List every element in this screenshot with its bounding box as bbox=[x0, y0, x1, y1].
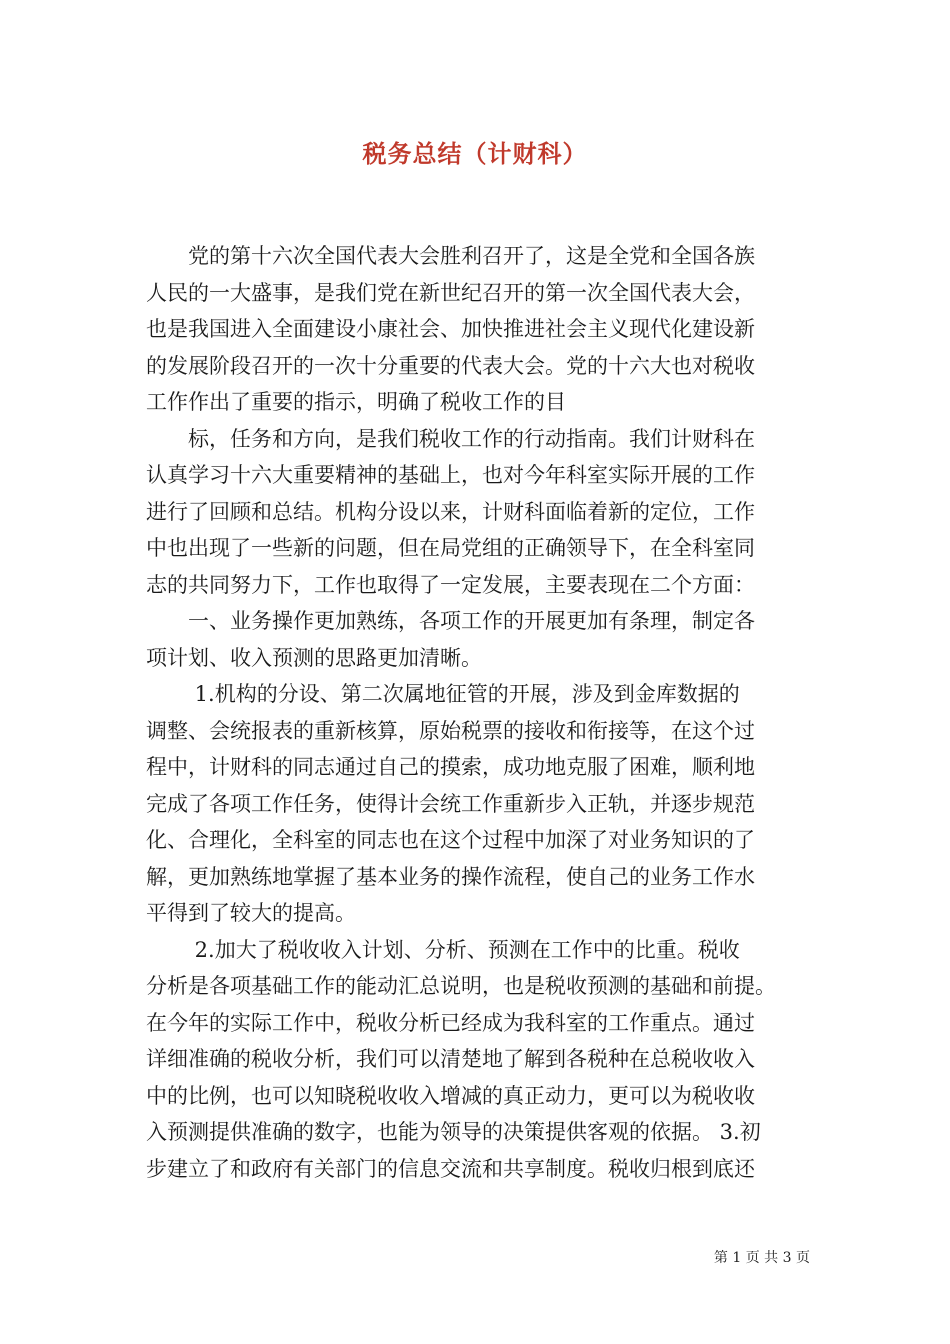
body-line: 工作作出了重要的指示，明确了税收工作的目 bbox=[146, 390, 566, 414]
body-line: 一、业务操作更加熟练，各项工作的开展更加有条理，制定各 bbox=[146, 609, 755, 633]
body-line: 志的共同努力下，工作也取得了一定发展，主要表现在二个方面： bbox=[146, 572, 755, 597]
body-line: 详细准确的税收分析，我们可以清楚地了解到各税种在总税收收入 bbox=[146, 1047, 755, 1071]
body-line: 解，更加熟练地掌握了基本业务的操作流程，使自己的业务工作水 bbox=[146, 864, 755, 889]
body-line: 步建立了和政府有关部门的信息交流和共享制度。税收归根到底还 bbox=[146, 1156, 755, 1181]
body-line: 中也出现了一些新的问题，但在局党组的正确领导下，在全科室同 bbox=[146, 536, 755, 560]
body-line: 平得到了较大的提高。 bbox=[146, 901, 356, 925]
body-line: 完成了各项工作任务，使得计会统工作重新步入正轨，并逐步规范 bbox=[146, 791, 755, 816]
body-line: 也是我国进入全面建设小康社会、加快推进社会主义现代化建设新 bbox=[146, 317, 755, 341]
body-line: 党的第十六次全国代表大会胜利召开了，这是全党和全国各族 bbox=[146, 244, 755, 268]
body-line: 分析是各项基础工作的能动汇总说明，也是税收预测的基础和前提。 bbox=[146, 974, 776, 998]
body-line: 标，任务和方向，是我们税收工作的行动指南。我们计财科在 bbox=[146, 426, 755, 451]
page-number-footer: 第 1 页 共 3 页 bbox=[713, 1250, 810, 1266]
body-line: 2.加大了税收收入计划、分析、预测在工作中的比重。税收 bbox=[146, 937, 740, 962]
body-line: 入预测提供准确的数字，也能为领导的决策提供客观的依据。 3.初 bbox=[146, 1120, 761, 1144]
document-body bbox=[146, 238, 806, 1187]
body-line: 的发展阶段召开的一次十分重要的代表大会。党的十六大也对税收 bbox=[146, 353, 755, 378]
document-title: 税务总结（计财科） bbox=[362, 139, 588, 168]
body-line: 认真学习十六大重要精神的基础上，也对今年科室实际开展的工作 bbox=[146, 463, 755, 487]
body-line: 1.机构的分设、第二次属地征管的开展，涉及到金库数据的 bbox=[146, 682, 740, 706]
body-line: 程中，计财科的同志通过自己的摸索，成功地克服了困难，顺利地 bbox=[146, 755, 755, 779]
body-line: 项计划、收入预测的思路更加清晰。 bbox=[146, 645, 482, 670]
body-line: 调整、会统报表的重新核算，原始税票的接收和衔接等，在这个过 bbox=[146, 718, 755, 743]
body-line: 进行了回顾和总结。机构分设以来，计财科面临着新的定位，工作 bbox=[146, 499, 755, 524]
body-line: 中的比例，也可以知晓税收收入增减的真正动力，更可以为税收收 bbox=[146, 1083, 755, 1108]
body-line: 化、合理化，全科室的同志也在这个过程中加深了对业务知识的了 bbox=[146, 828, 755, 852]
body-line: 人民的一大盛事，是我们党在新世纪召开的第一次全国代表大会， bbox=[146, 280, 755, 305]
body-line: 在今年的实际工作中，税收分析已经成为我科室的工作重点。通过 bbox=[146, 1010, 755, 1035]
